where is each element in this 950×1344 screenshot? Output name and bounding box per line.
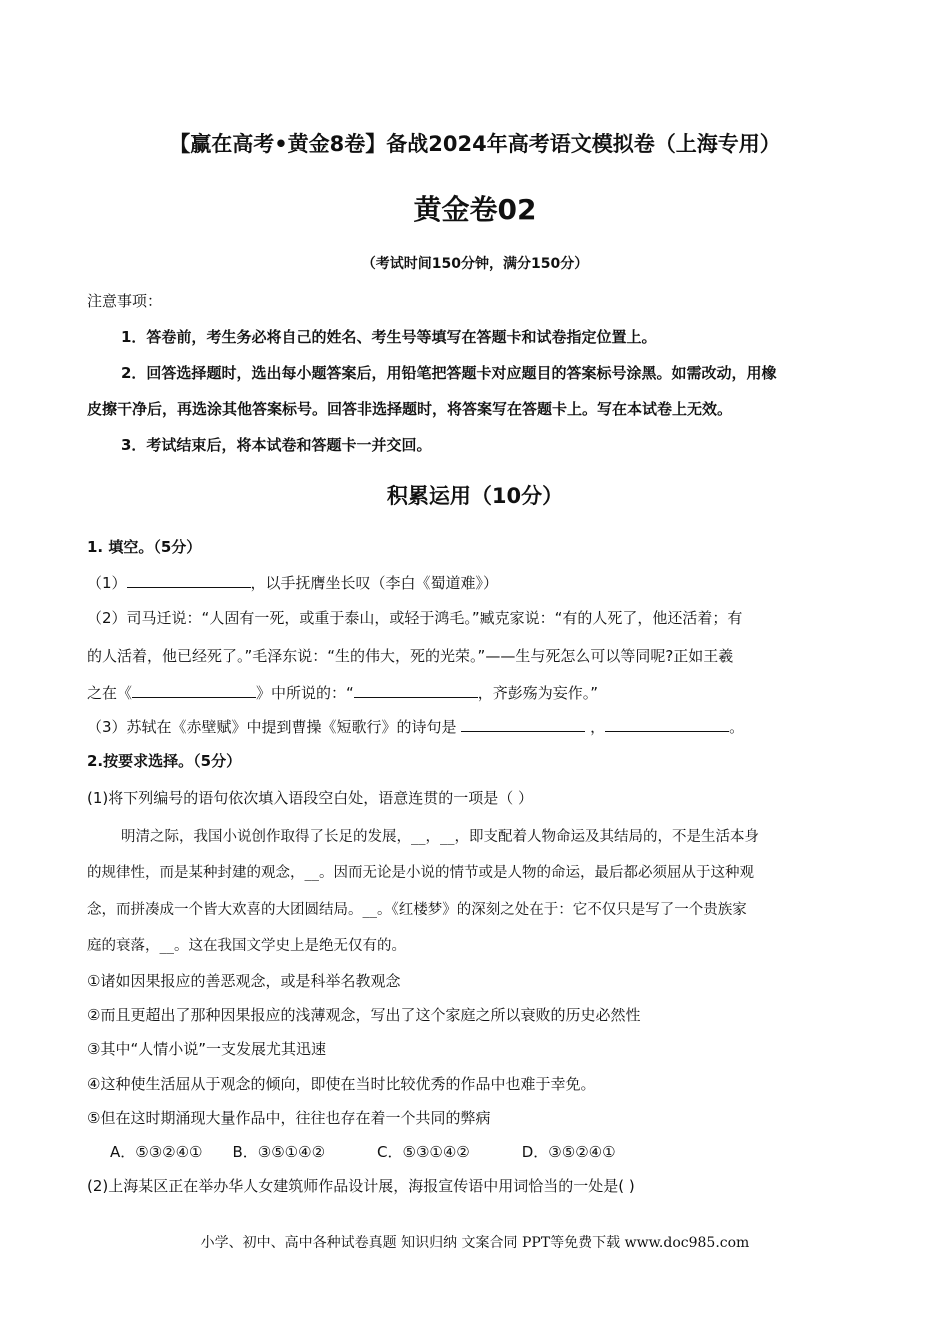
exam-title: 【赢在高考•黄金8卷】备战2024年高考语文模拟卷（上海专用） (169, 132, 781, 156)
paper-subtitle: 黄金卷02 (413, 193, 537, 226)
option-a[interactable]: A．⑤③②④① (110, 1143, 203, 1161)
q1-part3 (87, 716, 744, 737)
note-item-1: 1．答卷前，考生务必将自己的姓名、考生号等填写在答题卡和试卷指定位置上。 (121, 328, 657, 346)
q2-sentence-2: ②而且更超出了那种因果报应的浅薄观念，写出了这个家庭之所以衰败的历史必然性 (87, 1006, 641, 1024)
q1-part1-suffix: ，以手抚膺坐长叹（李白《蜀道难》） (250, 574, 499, 592)
q1-part1-prefix: （1） (87, 574, 127, 592)
q2-options (110, 1141, 646, 1162)
q2-heading: 2.按要求选择。（5分） (87, 752, 242, 770)
q2-sentence-3: ③其中“人情小说”一支发展尤其迅速 (87, 1040, 326, 1058)
answer-blank (127, 573, 251, 588)
notes-heading: 注意事项： (87, 292, 163, 310)
q1-part1 (87, 572, 498, 593)
section-title: 积累运用（10分） (386, 484, 564, 508)
answer-blank (132, 683, 256, 698)
answer-blank (605, 717, 729, 732)
q1-part2-line2: 的人活着，他已经死了。”毛泽东说：“生的伟大，死的光荣。”——生与死怎么可以等同呢?正如王羲 (87, 647, 734, 665)
q2-passage-line2: 的规律性，而是某种封建的观念，__。因而无论是小说的情节或是人物的命运，最后都必须屈从于这种观 (87, 865, 754, 881)
exam-time-info: （考试时间150分钟，满分150分） (361, 256, 589, 272)
q2-sub1: (1)将下列编号的语句依次填入语段空白处，语意连贯的一项是（ ） (87, 789, 534, 807)
q1-part2-text-a: 之在《 (87, 684, 133, 702)
q1-part2-text-c: ，齐彭殇为妄作。” (477, 684, 599, 702)
note-item-2-line2: 皮擦干净后，再选涂其他答案标号。回答非选择题时，将答案写在答题卡上。写在本试卷上无效。 (87, 400, 733, 418)
answer-blank (354, 683, 478, 698)
q1-part2-line3 (87, 682, 598, 703)
q1-part3-prefix: （3）苏轼在《赤壁赋》中提到曹操《短歌行》的诗句是 (87, 718, 462, 736)
option-c[interactable]: C．⑤③①④② (377, 1143, 470, 1161)
q2-passage-line4: 庭的衰落，__。这在我国文学史上是绝无仅有的。 (87, 938, 406, 954)
option-d[interactable]: D．③⑤②④① (521, 1143, 616, 1161)
note-item-2-line1: 2．回答选择题时，选出每小题答案后，用铅笔把答题卡对应题目的答案标号涂黑。如需改动，用橡 (121, 364, 777, 382)
q1-part3-end: 。 (729, 718, 745, 736)
page-footer: 小学、初中、高中各种试卷真题 知识归纳 文案合同 PPT等免费下载 www.doc985.com (200, 1235, 750, 1251)
note-item-3: 3．考试结束后，将本试卷和答题卡一并交回。 (121, 436, 432, 454)
answer-blank (461, 717, 585, 732)
q2-sub2: (2)上海某区正在举办华人女建筑师作品设计展，海报宣传语中用词恰当的一处是( ) (87, 1177, 635, 1195)
q2-passage-line1: 明清之际，我国小说创作取得了长足的发展，__，__，即支配着人物命运及其结局的，不是生活本身 (121, 829, 759, 845)
q2-sentence-5: ⑤但在这时期涌现大量作品中，往往也存在着一个共同的弊病 (87, 1109, 491, 1127)
q2-passage-line3: 念，而拼凑成一个皆大欢喜的大团圆结局。__。《红楼梦》的深刻之处在于：它不仅只是写了一个贵族家 (87, 902, 747, 918)
q2-sentence-4: ④这种使生活屈从于观念的倾向，即使在当时比较优秀的作品中也难于幸免。 (87, 1075, 596, 1093)
q2-sentence-1: ①诸如因果报应的善恶观念，或是科举名教观念 (87, 972, 401, 990)
option-b[interactable]: B．③⑤①④② (232, 1143, 326, 1161)
q1-part2-text-b: 》中所说的：“ (256, 684, 354, 702)
q1-part3-mid: ， (585, 718, 606, 736)
q1-part2-line1: （2）司马迁说：“人固有一死，或重于泰山，或轻于鸿毛。”臧克家说：“有的人死了，他还活着；有 (87, 609, 743, 627)
q1-heading: 1. 填空。（5分） (87, 538, 202, 556)
